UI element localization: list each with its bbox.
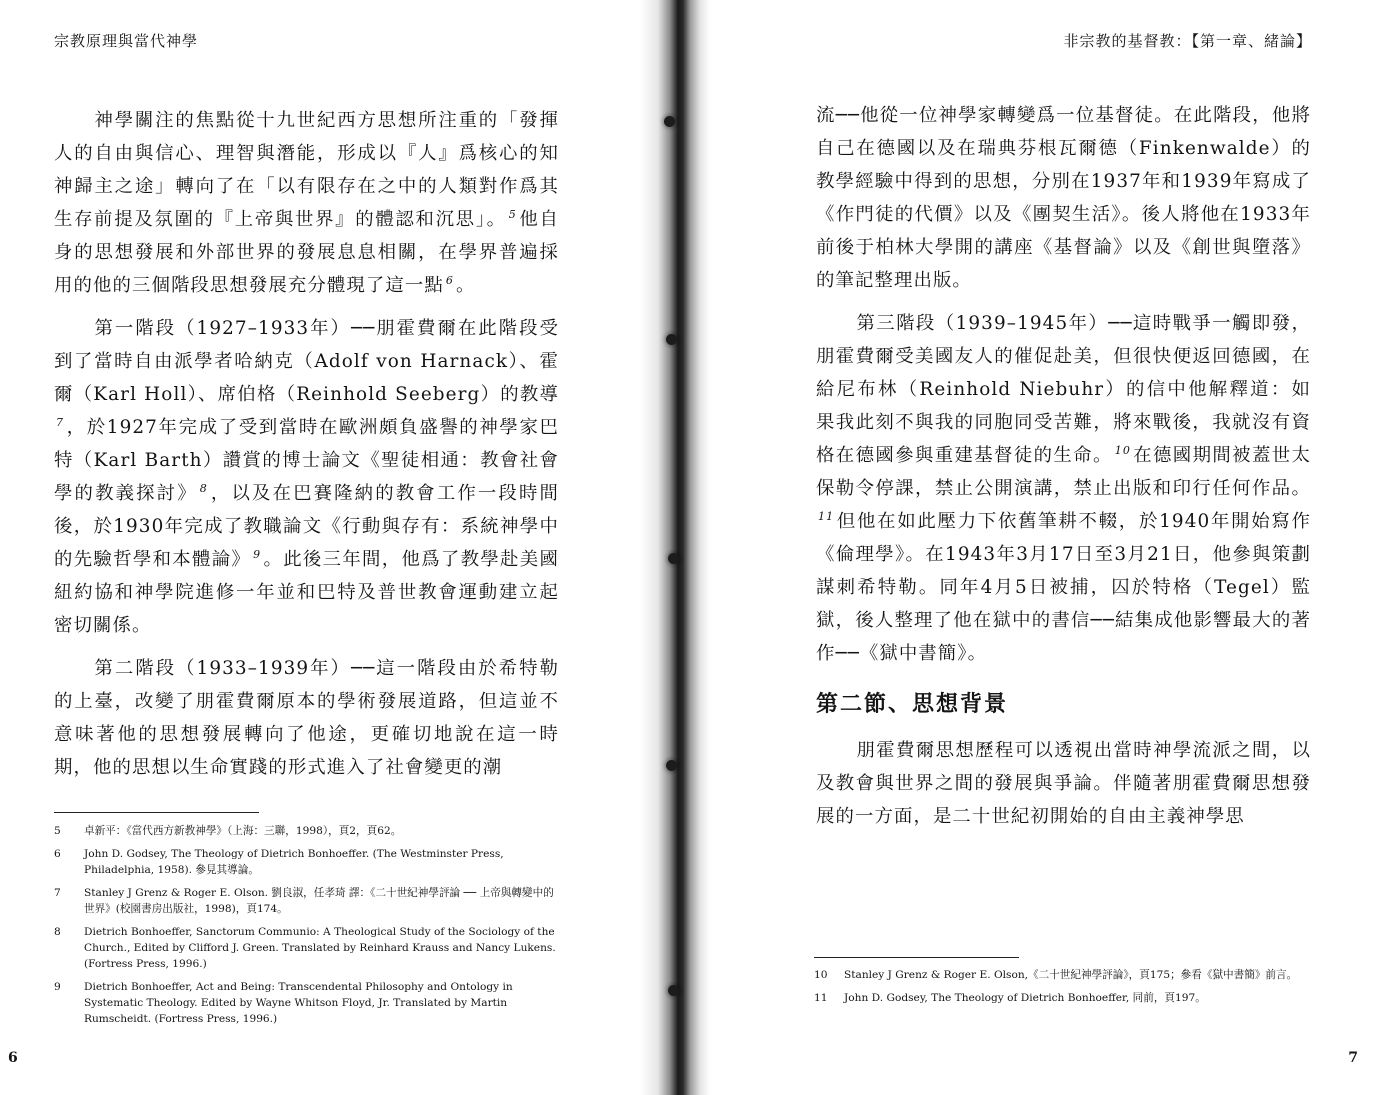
footnote-text: Dietrich Bonhoeffer, Sanctorum Communio: A Theological Study of the Sociology of the Church., Edited by Clifford J. Green. Translated by Reinhard Krauss and Nancy Lukens. (Fortress Press, 1996.) <box>84 926 556 970</box>
running-head: 非宗教的基督教：【第一章、緒論】 <box>1063 32 1312 50</box>
footnote-ref: 10 <box>1114 443 1131 457</box>
running-head: 宗教原理與當代神學 <box>54 32 199 50</box>
footnote-number: 7 <box>54 887 61 899</box>
footnote <box>54 924 559 972</box>
page-number: 7 <box>1348 1050 1358 1066</box>
footnote-ref: 7 <box>56 415 65 429</box>
footnote-number: 10 <box>814 969 828 981</box>
body-text <box>54 104 559 784</box>
left-page <box>0 0 665 1095</box>
paragraph: 第一階段（1927–1933年）──朋霍費爾在此階段受到了當時自由派學者哈納克（Adolf von Harnack）、霍爾（Karl Holl）、席伯格（Reinhold Seeberg）的教導$^7$ ，於1927年完成了受到當時在歐洲頗負盛譽的神學家巴特（Karl Barth）讚賞的博士論文《聖徒相通：教會社會學的教義探討》 $^8$ ，以及在巴賽隆納的教會工作一段時間後，於1930年完成了教職論文《行動與存有：系統神學中的先驗哲學和本體論》 $^9$ 。此後三年間，他爲了教學赴美國紐約協和神學院進修一年並和巴特及普世教會運動建立起密切關係。 <box>54 318 560 636</box>
footnotes <box>54 823 559 1034</box>
footnote-ref: 6 <box>445 273 454 287</box>
footnote <box>54 823 559 839</box>
footnote-text: Stanley J Grenz & Roger E. Olson. 劉良淑，任孝琦 譯：《二十世紀神學評論 ── 上帝與轉變中的世界》(校園書房出版社，1998)，頁174。 <box>84 887 554 915</box>
body-text <box>816 99 1311 833</box>
footnote-text: 卓新平：《當代西方新教神學》（上海：三聯，1998），頁2，頁62。 <box>84 825 402 837</box>
footnote <box>54 846 559 878</box>
footnote-number: 8 <box>54 926 61 938</box>
footnote-text: John D. Godsey, The Theology of Dietrich Bonhoeffer, 同前，頁197。 <box>844 992 1206 1004</box>
footnote <box>814 990 1314 1006</box>
right-page <box>690 0 1400 1095</box>
footnote <box>54 979 559 1027</box>
footnote-text: Stanley J Grenz & Roger E. Olson,《二十世紀神學評論》，頁175；參看《獄中書簡》前言。 <box>844 969 1298 981</box>
footnote-text: John D. Godsey, The Theology of Dietrich Bonhoeffer. (The Westminster Press, Philadelphia, 1958). 參見其導論。 <box>84 848 504 876</box>
footnote-ref: 8 <box>199 481 208 495</box>
paragraph: 朋霍費爾思想歷程可以透視出當時神學流派之間，以及教會與世界之間的發展與爭論。伴隨著朋霍費爾思想發展的一方面，是二十世紀初開始的自由主義神學思 <box>816 740 1311 827</box>
footnote-number: 6 <box>54 848 61 860</box>
footnote-ref: 9 <box>253 547 262 561</box>
footnote-rule <box>54 812 259 813</box>
paragraph: 神學關注的焦點從十九世紀西方思想所注重的「發揮人的自由與信心、理智與潛能，形成以『人』爲核心的知神歸主之途」轉向了在「以有限存在之中的人類對作爲其生存前提及氛圍的『上帝與世界』的體認和沉思」。 $^5$ 他自身的思想發展和外部世界的發展息息相關，在學界普遍採用的他的三個階段思想發展充分體現了這一點 $^6$ 。 <box>54 110 559 296</box>
footnotes <box>814 967 1314 1013</box>
paragraph: 流──他從一位神學家轉變爲一位基督徒。在此階段，他將自己在德國以及在瑞典芬根瓦爾德（Finkenwalde）的教學經驗中得到的思想，分別在1937年和1939年寫成了《作門徒的代價》以及《團契生活》。後人將他在1933年前後于柏林大學開的講座《基督論》以及《創世與墮落》的筆記整理出版。 <box>816 105 1311 291</box>
footnote-text: Dietrich Bonhoeffer, Act and Being: Transcendental Philosophy and Ontology in Systematic Theology. Edited by Wayne Whitson Floyd, Jr. Translated by Martin Rumscheidt. (Fortress Press, 1996.) <box>84 981 513 1025</box>
footnote <box>814 967 1314 983</box>
footnote-ref: 5 <box>508 207 517 221</box>
binding-hole <box>664 116 675 127</box>
footnote <box>54 885 559 917</box>
footnote-number: 9 <box>54 981 61 993</box>
binding-hole <box>666 760 677 771</box>
section-heading: 第二節、思想背景 <box>816 692 1009 717</box>
footnote-ref: 11 <box>818 509 835 523</box>
paragraph: 第二階段（1933–1939年）──這一階段由於希特勒的上臺，改變了朋霍費爾原本的學術發展道路，但這並不意味著他的思想發展轉向了他途，更確切地說在這一時期，他的思想以生命實踐的形式進入了社會變更的潮 <box>54 658 559 778</box>
binding-hole <box>666 334 677 345</box>
binding-hole <box>668 553 679 564</box>
footnote-number: 11 <box>814 992 828 1004</box>
footnote-number: 5 <box>54 825 61 837</box>
paragraph: 第三階段（1939–1945年）──這時戰爭一觸即發，朋霍費爾受美國友人的催促赴美，但很快便返回德國，在給尼布林（Reinhold Niebuhr）的信中他解釋道：如果我此刻不與我的同胞同受苦難，將來戰後，我就沒有資格在德國參與重建基督徒的生命。 $^{10}$ 在德國期間被蓋世太保勒令停課，禁止公開演講，禁止出版和印行任何作品。$^{11}$ 但他在如此壓力下依舊筆耕不輟，於1940年開始寫作《倫理學》。在1943年3月17日至3月21日，他參與策劃謀刺希特勒。同年4月5日被捕，囚於特格（Tegel）監獄，後人整理了他在獄中的書信──結集成他影響最大的著作──《獄中書簡》。 <box>816 313 1311 664</box>
binding-hole <box>668 985 679 996</box>
footnote-rule <box>814 957 1019 958</box>
page-number: 6 <box>8 1050 18 1066</box>
